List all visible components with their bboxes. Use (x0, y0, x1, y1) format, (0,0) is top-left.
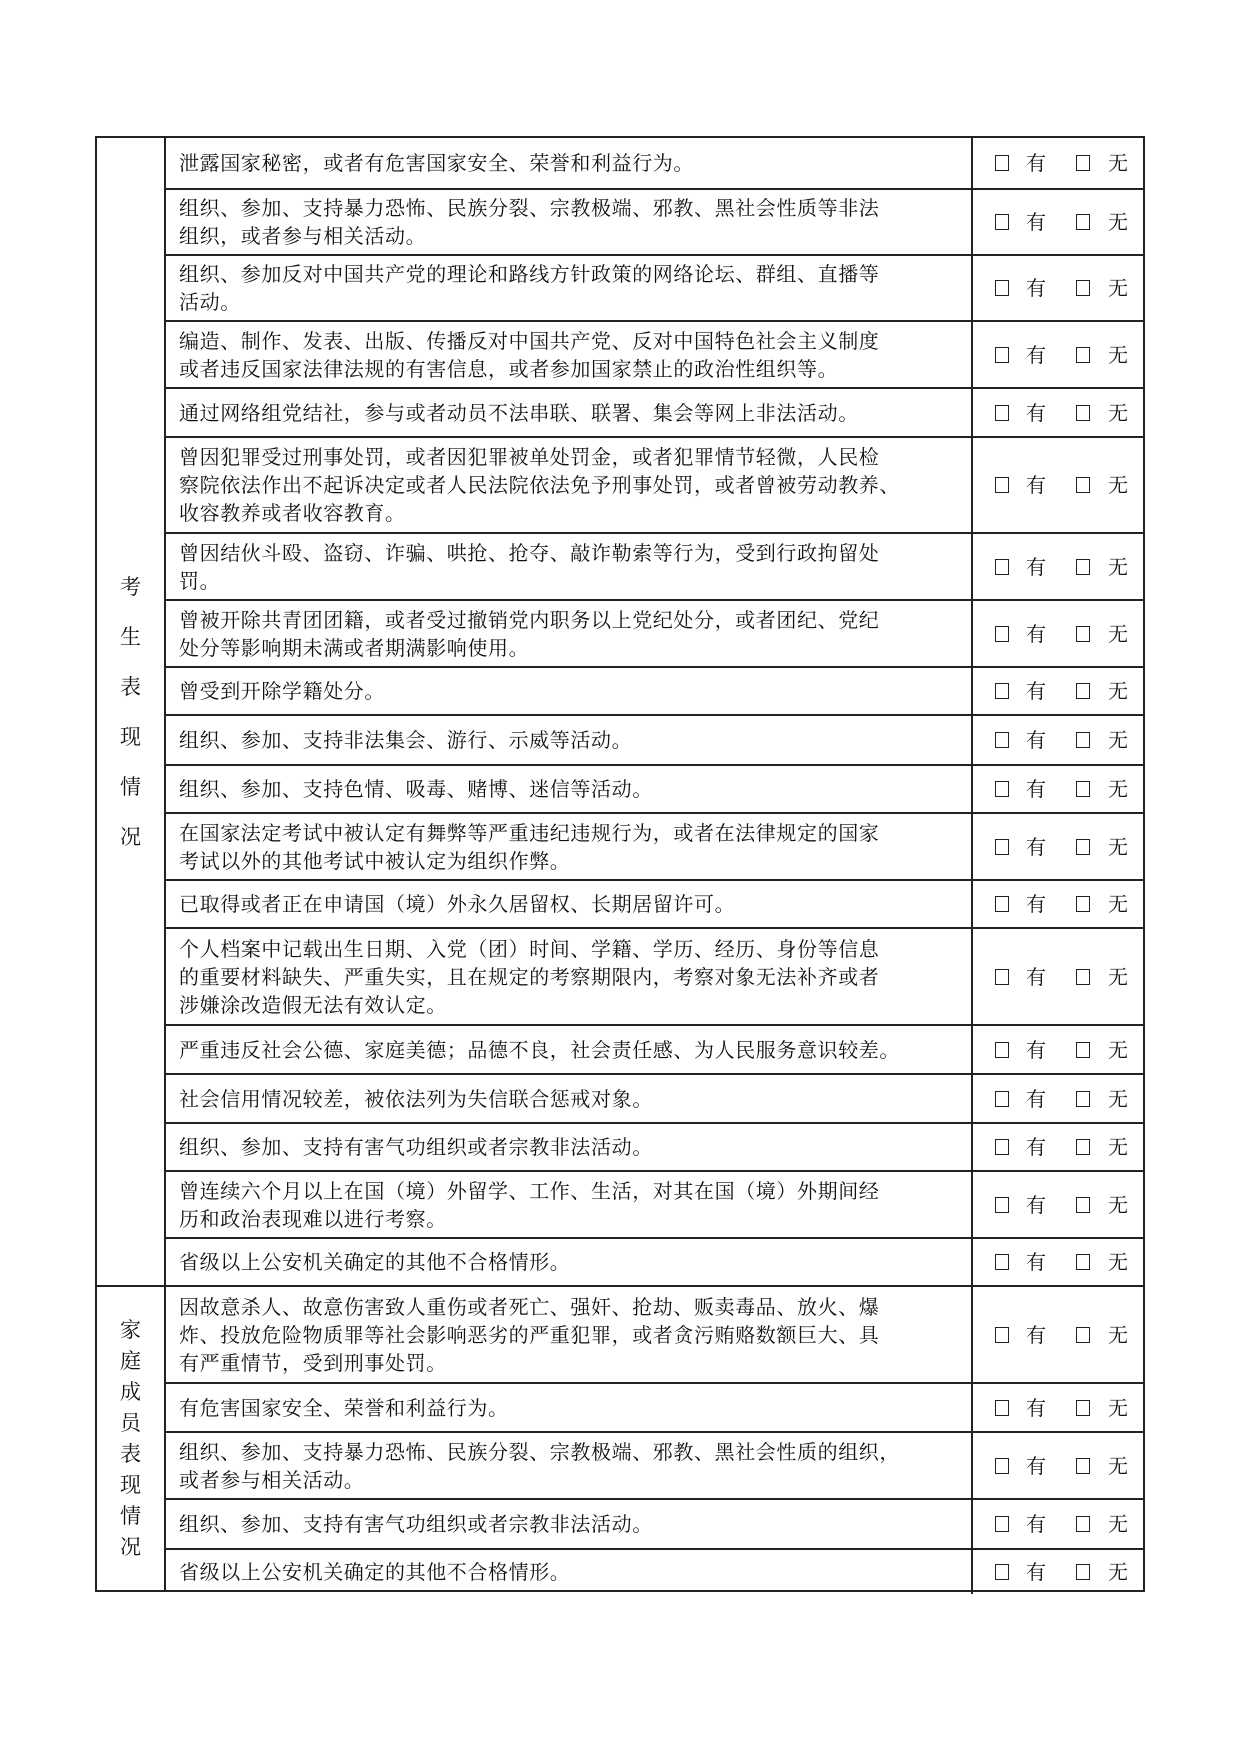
condition-text-line: 组织、参加、支持暴力恐怖、民族分裂、宗教极端、邪教、黑社会性质的组织， (179, 1439, 900, 1464)
table-row (166, 254, 1143, 320)
yes-no-options (973, 1287, 1143, 1382)
table-row (166, 666, 1143, 714)
condition-text (166, 389, 973, 436)
condition-text-line: 处分等影响期未满或者期满影响使用。 (179, 635, 530, 660)
category-label-char: 考 (120, 574, 141, 599)
checkbox-no[interactable] (1076, 405, 1090, 421)
checkbox-no[interactable] (1076, 1091, 1090, 1107)
checkbox-yes[interactable] (995, 969, 1009, 985)
condition-text-line: 察院依法作出不起诉决定或者人民法院依法免予刑事处罚，或者曾被劳动教养、 (179, 473, 900, 497)
checkbox-no[interactable] (1076, 781, 1090, 797)
checkbox-no[interactable] (1076, 347, 1090, 363)
yes-no-options (973, 929, 1143, 1024)
option-yes-label: 有 (1026, 835, 1046, 859)
yes-no-options (973, 438, 1143, 532)
condition-text (166, 438, 973, 532)
option-yes-label: 有 (1026, 1087, 1046, 1111)
checkbox-yes[interactable] (995, 1091, 1009, 1107)
condition-text (166, 1026, 973, 1073)
option-no-label: 无 (1108, 1250, 1128, 1274)
option-yes-label: 有 (1026, 1560, 1046, 1584)
table-row (166, 532, 1143, 599)
condition-text-line: 通过网络组党结社，参与或者动员不法串联、联署、集会等网上非法活动。 (179, 400, 859, 425)
option-yes-label: 有 (1026, 892, 1046, 916)
option-no-label: 无 (1108, 622, 1128, 646)
option-no-label: 无 (1108, 151, 1128, 175)
checkbox-yes[interactable] (995, 1516, 1009, 1532)
yes-no-options (973, 190, 1143, 254)
checkbox-no[interactable] (1076, 1042, 1090, 1058)
condition-text-line: 组织、参加反对中国共产党的理论和路线方针政策的网络论坛、群组、直播等 (179, 262, 880, 286)
checkbox-yes[interactable] (995, 1458, 1009, 1474)
condition-text (166, 534, 973, 599)
checkbox-yes[interactable] (995, 1564, 1009, 1580)
yes-no-options (973, 1075, 1143, 1122)
checkbox-yes[interactable] (995, 896, 1009, 912)
checkbox-yes[interactable] (995, 1254, 1009, 1270)
condition-text-line: 曾被开除共青团团籍，或者受过撤销党内职务以上党纪处分，或者团纪、党纪 (179, 607, 880, 632)
option-no-label: 无 (1108, 1396, 1128, 1420)
condition-text (166, 1433, 973, 1498)
option-yes-label: 有 (1026, 777, 1046, 801)
checkbox-no[interactable] (1076, 477, 1090, 493)
checkbox-yes[interactable] (995, 1327, 1009, 1343)
yes-no-options (973, 814, 1143, 879)
table-row (166, 927, 1143, 1024)
table-row (166, 188, 1143, 254)
category-label-char: 况 (120, 824, 141, 849)
table-row (166, 138, 1143, 188)
condition-text (166, 1550, 973, 1594)
condition-text-line: 组织，或者参与相关活动。 (179, 224, 427, 248)
option-yes-label: 有 (1026, 1512, 1046, 1536)
condition-text (166, 766, 973, 812)
condition-text-line: 组织、参加、支持有害气功组织或者宗教非法活动。 (179, 1135, 653, 1159)
table-row (166, 714, 1143, 764)
table-row (166, 1170, 1143, 1237)
yes-no-options (973, 1550, 1143, 1594)
yes-no-options (973, 1172, 1143, 1237)
condition-text-line: 组织、参加、支持有害气功组织或者宗教非法活动。 (179, 1512, 653, 1536)
yes-no-options (973, 256, 1143, 320)
condition-text-line: 有危害国家安全、荣誉和利益行为。 (179, 1395, 509, 1420)
condition-text-line: 省级以上公安机关确定的其他不合格情形。 (179, 1250, 571, 1274)
option-no-label: 无 (1108, 1512, 1128, 1536)
yes-no-options (973, 601, 1143, 666)
condition-text (166, 1075, 973, 1122)
condition-text-line: 省级以上公安机关确定的其他不合格情形。 (179, 1560, 571, 1584)
condition-text-line: 活动。 (179, 290, 241, 314)
category-label-char: 情 (120, 1503, 141, 1528)
checkbox-no[interactable] (1076, 155, 1090, 171)
option-no-label: 无 (1108, 473, 1128, 497)
table-row (166, 387, 1143, 436)
checkbox-no[interactable] (1076, 1197, 1090, 1213)
option-yes-label: 有 (1026, 679, 1046, 703)
option-no-label: 无 (1108, 728, 1128, 752)
checkbox-no[interactable] (1076, 683, 1090, 699)
option-no-label: 无 (1108, 1087, 1128, 1111)
condition-text-line: 或者参与相关活动。 (179, 1467, 365, 1492)
option-yes-label: 有 (1026, 343, 1046, 367)
yes-no-options (973, 1384, 1143, 1431)
category-label-char: 成 (120, 1379, 141, 1404)
condition-text-line: 组织、参加、支持暴力恐怖、民族分裂、宗教极端、邪教、黑社会性质等非法 (179, 196, 880, 220)
condition-text (166, 814, 973, 879)
category-label-char: 况 (120, 1534, 141, 1559)
checkbox-no[interactable] (1076, 1400, 1090, 1416)
option-yes-label: 有 (1026, 1038, 1046, 1062)
checkbox-no[interactable] (1076, 1458, 1090, 1474)
yes-no-options (973, 716, 1143, 764)
condition-text-line: 编造、制作、发表、出版、传播反对中国共产党、反对中国特色社会主义制度 (179, 328, 880, 353)
condition-text-line: 社会信用情况较差，被依法列为失信联合惩戒对象。 (179, 1086, 653, 1111)
checkbox-no[interactable] (1076, 1516, 1090, 1532)
option-yes-label: 有 (1026, 1193, 1046, 1217)
option-no-label: 无 (1108, 777, 1128, 801)
condition-text (166, 601, 973, 666)
option-no-label: 无 (1108, 210, 1128, 234)
table-row (166, 1122, 1143, 1170)
option-yes-label: 有 (1026, 1396, 1046, 1420)
option-yes-label: 有 (1026, 1454, 1046, 1478)
condition-text (166, 138, 973, 188)
condition-text (166, 322, 973, 387)
option-yes-label: 有 (1026, 728, 1046, 752)
checkbox-no[interactable] (1076, 214, 1090, 230)
option-no-label: 无 (1108, 679, 1128, 703)
option-no-label: 无 (1108, 1323, 1128, 1347)
checkbox-yes[interactable] (995, 626, 1009, 642)
checkbox-no[interactable] (1076, 969, 1090, 985)
option-yes-label: 有 (1026, 1135, 1046, 1159)
option-no-label: 无 (1108, 1193, 1128, 1217)
condition-text (166, 256, 973, 320)
condition-text-line: 涉嫌涂改造假无法有效认定。 (179, 992, 447, 1017)
condition-text-line: 泄露国家秘密，或者有危害国家安全、荣誉和利益行为。 (179, 151, 694, 175)
yes-no-options (973, 322, 1143, 387)
option-yes-label: 有 (1026, 473, 1046, 497)
checkbox-yes[interactable] (995, 1197, 1009, 1213)
option-yes-label: 有 (1026, 622, 1046, 646)
yes-no-options (973, 881, 1143, 927)
checkbox-yes[interactable] (995, 477, 1009, 493)
option-yes-label: 有 (1026, 151, 1046, 175)
condition-text-line: 曾因犯罪受过刑事处罚，或者因犯罪被单处罚金，或者犯罪情节轻微，人民检 (179, 445, 880, 469)
table-row (166, 1382, 1143, 1431)
condition-text-line: 曾连续六个月以上在国（境）外留学、工作、生活，对其在国（境）外期间经 (179, 1178, 880, 1203)
condition-text (166, 1124, 973, 1170)
condition-text-line: 罚。 (179, 568, 221, 593)
category-label-char: 表 (120, 674, 141, 699)
checkbox-yes[interactable] (995, 732, 1009, 748)
option-no-label: 无 (1108, 401, 1128, 425)
table-row (166, 1285, 1143, 1382)
checkbox-no[interactable] (1076, 280, 1090, 296)
condition-text-line: 因故意杀人、故意伤害致人重伤或者死亡、强奸、抢劫、贩卖毒品、放火、爆 (179, 1294, 880, 1319)
checkbox-yes[interactable] (995, 1139, 1009, 1155)
table-row (166, 1237, 1143, 1285)
checkbox-yes[interactable] (995, 839, 1009, 855)
yes-no-options (973, 766, 1143, 812)
checkbox-yes[interactable] (995, 1042, 1009, 1058)
option-no-label: 无 (1108, 1135, 1128, 1159)
condition-text (166, 929, 973, 1024)
condition-text-line: 曾受到开除学籍处分。 (179, 679, 385, 703)
yes-no-options (973, 534, 1143, 599)
option-yes-label: 有 (1026, 1323, 1046, 1347)
condition-text-line: 有严重情节，受到刑事处罚。 (179, 1350, 447, 1375)
category-family-performance (97, 1285, 166, 1590)
table-row (166, 1073, 1143, 1122)
condition-text (166, 1239, 973, 1285)
condition-text (166, 668, 973, 714)
condition-text-line: 历和政治表现难以进行考察。 (179, 1206, 447, 1231)
condition-text-line: 收容教养或者收容教育。 (179, 501, 406, 525)
table-row (166, 599, 1143, 666)
condition-text (166, 1500, 973, 1548)
condition-text-line: 炸、投放危险物质罪等社会影响恶劣的严重犯罪，或者贪污贿赂数额巨大、具 (179, 1322, 880, 1347)
table-row (166, 764, 1143, 812)
yes-no-options (973, 668, 1143, 714)
checkbox-no[interactable] (1076, 1254, 1090, 1270)
table-row (166, 812, 1143, 879)
option-no-label: 无 (1108, 1454, 1128, 1478)
condition-text-line: 组织、参加、支持色情、吸毒、赌博、迷信等活动。 (179, 777, 653, 801)
category-label-char: 情 (120, 774, 141, 799)
condition-text-line: 个人档案中记载出生日期、入党（团）时间、学籍、学历、经历、身份等信息 (179, 936, 880, 961)
checkbox-no[interactable] (1076, 626, 1090, 642)
condition-text (166, 716, 973, 764)
yes-no-options (973, 138, 1143, 188)
political-review-table (95, 136, 1145, 1592)
table-row (166, 879, 1143, 927)
option-no-label: 无 (1108, 276, 1128, 300)
table-row (166, 1024, 1143, 1073)
condition-text (166, 1287, 973, 1382)
checkbox-yes[interactable] (995, 214, 1009, 230)
condition-text (166, 1172, 973, 1237)
checkbox-no[interactable] (1076, 732, 1090, 748)
option-no-label: 无 (1108, 555, 1128, 579)
condition-text-line: 已取得或者正在申请国（境）外永久居留权、长期居留许可。 (179, 892, 736, 916)
yes-no-options (973, 1026, 1143, 1073)
checkbox-no[interactable] (1076, 896, 1090, 912)
condition-text-line: 考试以外的其他考试中被认定为组织作弊。 (179, 848, 571, 873)
option-no-label: 无 (1108, 1560, 1128, 1584)
option-yes-label: 有 (1026, 1250, 1046, 1274)
condition-text-line: 在国家法定考试中被认定有舞弊等严重违纪违规行为，或者在法律规定的国家 (179, 820, 880, 845)
option-no-label: 无 (1108, 343, 1128, 367)
condition-text (166, 190, 973, 254)
checkbox-no[interactable] (1076, 1564, 1090, 1580)
category-label-char: 表 (120, 1441, 141, 1466)
table-row (166, 1548, 1143, 1594)
checkbox-no[interactable] (1076, 1139, 1090, 1155)
category-label-char: 现 (120, 1472, 141, 1497)
category-student-performance (97, 138, 166, 1285)
yes-no-options (973, 1124, 1143, 1170)
table-row (166, 320, 1143, 387)
checkbox-no[interactable] (1076, 559, 1090, 575)
yes-no-options (973, 1500, 1143, 1548)
category-label-char: 家 (120, 1317, 141, 1342)
condition-text-line: 组织、参加、支持非法集会、游行、示威等活动。 (179, 728, 633, 752)
checkbox-yes[interactable] (995, 683, 1009, 699)
table-row (166, 436, 1143, 532)
checkbox-no[interactable] (1076, 1327, 1090, 1343)
option-no-label: 无 (1108, 835, 1128, 859)
condition-text-line: 的重要材料缺失、严重失实，且在规定的考察期限内，考察对象无法补齐或者 (179, 964, 880, 989)
option-yes-label: 有 (1026, 210, 1046, 234)
table-row (166, 1498, 1143, 1548)
option-yes-label: 有 (1026, 965, 1046, 989)
checkbox-yes[interactable] (995, 781, 1009, 797)
condition-text-line: 或者违反国家法律法规的有害信息，或者参加国家禁止的政治性组织等。 (179, 356, 839, 381)
checkbox-yes[interactable] (995, 1400, 1009, 1416)
option-yes-label: 有 (1026, 276, 1046, 300)
yes-no-options (973, 389, 1143, 436)
option-no-label: 无 (1108, 965, 1128, 989)
yes-no-options (973, 1433, 1143, 1498)
condition-text (166, 881, 973, 927)
option-yes-label: 有 (1026, 555, 1046, 579)
table-row (166, 1431, 1143, 1498)
yes-no-options (973, 1239, 1143, 1285)
category-label-char: 生 (120, 624, 141, 649)
checkbox-yes[interactable] (995, 559, 1009, 575)
checkbox-yes[interactable] (995, 405, 1009, 421)
checkbox-yes[interactable] (995, 347, 1009, 363)
category-label-char: 庭 (120, 1348, 141, 1373)
option-no-label: 无 (1108, 892, 1128, 916)
checkbox-yes[interactable] (995, 155, 1009, 171)
option-no-label: 无 (1108, 1038, 1128, 1062)
condition-text (166, 1384, 973, 1431)
category-label-char: 现 (120, 724, 141, 749)
condition-text-line: 严重违反社会公德、家庭美德；品德不良，社会责任感、为人民服务意识较差。 (179, 1037, 900, 1062)
category-label-char: 员 (120, 1410, 141, 1435)
option-yes-label: 有 (1026, 401, 1046, 425)
checkbox-no[interactable] (1076, 839, 1090, 855)
checkbox-yes[interactable] (995, 280, 1009, 296)
condition-text-line: 曾因结伙斗殴、盗窃、诈骗、哄抢、抢夺、敲诈勒索等行为，受到行政拘留处 (179, 540, 880, 565)
